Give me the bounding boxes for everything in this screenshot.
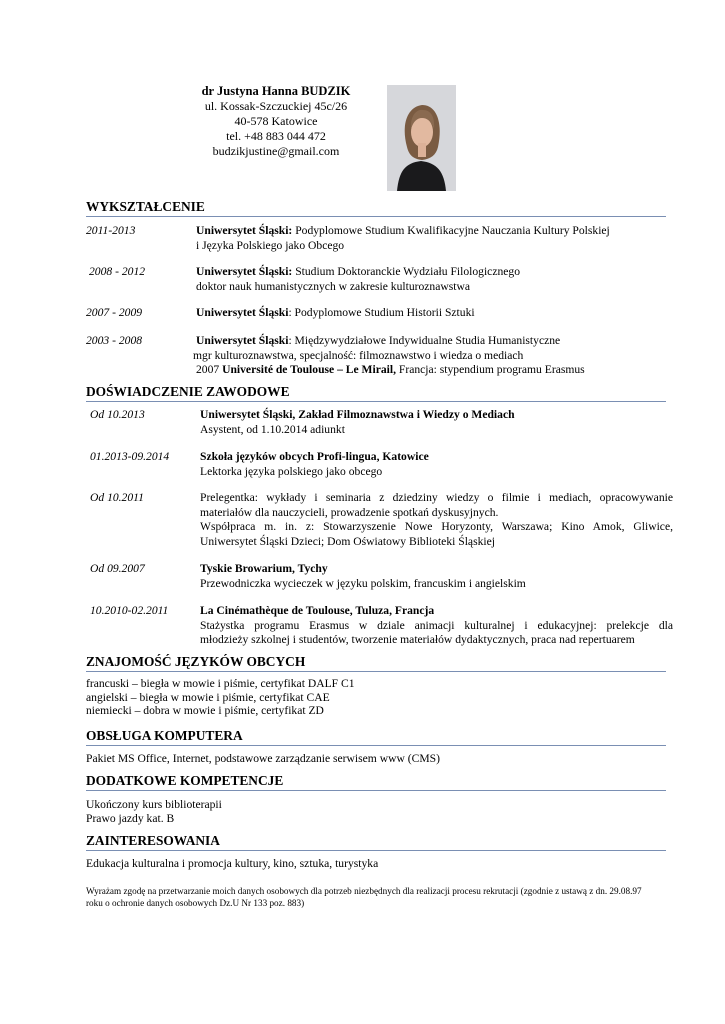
skill-item: Ukończony kurs biblioterapii [86,798,222,811]
skills-list [86,798,222,825]
section-heading-languages: ZNAJOMOŚĆ JĘZYKÓW OBCYCH [86,653,666,672]
experience-date: Od 10.2013 [90,408,145,421]
email-address: budzikjustine@gmail.com [212,144,340,158]
program-name: : Międzywydziałowe Indywidualne Studia Humanistyczne [288,334,561,347]
full-name: dr Justyna Hanna BUDZIK [201,84,351,98]
exchange-year: 2007 [196,363,223,376]
profile-photo [387,85,456,191]
institution-name: Uniwersytet Śląski [196,334,289,347]
experience-date: Od 09.2007 [90,562,145,575]
program-detail: i Języka Polskiego jako Obcego [196,238,345,252]
section-heading-experience: DOŚWIADCZENIE ZAWODOWE [86,383,666,402]
job-detail: materiałów dla nauczycieli, prowadzenie spotkań dyskusyjnych. [200,505,499,519]
experience-description [200,491,673,549]
section-heading-skills: DODATKOWE KOMPETENCJE [86,772,666,791]
job-detail: Lektorka języka polskiego jako obcego [200,464,383,478]
education-date: 2007 - 2009 [86,306,143,319]
job-detail: Stażystka programu Erasmus w dziale animacji kulturalnej i edukacyjnej: prelekcje dla [200,618,673,632]
address-line-2: 40-578 Katowice [234,114,318,128]
section-heading-computer: OBSŁUGA KOMPUTERA [86,727,666,746]
institution-name: Uniwersytet Śląski: [196,265,293,278]
skill-item: Prawo jazdy kat. B [86,811,175,825]
institution-name: Uniwersytet Śląski: [196,224,293,237]
program-name: : Podyplomowe Studium Historii Sztuki [288,306,475,319]
job-detail: Współpraca m. in. z: Stowarzyszenie Nowe Horyzonty, Warszawa; Kino Amok, Gliwice, [200,520,673,533]
education-description [193,334,585,378]
education-description [196,306,475,321]
education-description [196,265,520,294]
language-item: niemiecki – dobra w mowie i piśmie, certyfikat ZD [86,704,324,717]
employer-name: Szkoła języków obcych Profi-lingua, Katowice [200,450,429,463]
employer-name: Uniwersytet Śląski, Zakład Filmoznawstwa i Wiedzy o Mediach [200,408,515,421]
education-description [196,224,610,253]
section-heading-interests: ZAINTERESOWANIA [86,832,666,851]
section-heading-education: WYKSZTAŁCENIE [86,198,666,217]
experience-date: Od 10.2011 [90,491,144,504]
education-date: 2011-2013 [86,224,136,237]
interests-text: Edukacja kulturalna i promocja kultury, kino, sztuka, turystyka [86,857,379,870]
job-detail: Prelegentka: wykłady i seminaria z dziedziny wiedzy o filmie i mediach, opracowywanie [200,491,673,504]
experience-date: 01.2013-09.2014 [90,450,170,463]
language-item: francuski – biegła w mowie i piśmie, certyfikat DALF C1 [86,677,355,690]
institution-name: Uniwersytet Śląski [196,306,289,319]
language-item: angielski – biegła w mowie i piśmie, certyfikat CAE [86,690,330,704]
program-detail: doktor nauk humanistycznych w zakresie kulturoznawstwa [196,279,470,293]
program-name: Studium Doktoranckie Wydziału Filologicznego [292,265,520,278]
address-line-1: ul. Kossak-Szczuckiej 45c/26 [204,99,348,113]
program-detail: mgr kulturoznawstwa, specjalność: filmoznawstwo i wiedza o mediach [193,348,524,362]
education-date: 2008 - 2012 [89,265,146,278]
experience-description [200,450,668,479]
employer-name: Tyskie Browarium, Tychy [200,562,328,575]
exchange-detail: Francja: stypendium programu Erasmus [396,363,585,376]
experience-description [200,562,668,591]
experience-date: 10.2010-02.2011 [90,604,169,617]
job-detail: młodzieży szkolnej i studentów, tworzenie materiałów dydaktycznych, praca nad repertuarem [200,633,635,646]
exchange-institution: Université de Toulouse – Le Mirail, [222,363,396,376]
program-name: Podyplomowe Studium Kwalifikacyjne Nauczania Kultury Polskiej [292,224,610,237]
experience-description [200,604,673,648]
phone-number: tel. +48 883 044 472 [226,129,326,143]
experience-description [200,408,668,437]
job-detail: Przewodniczka wycieczek w języku polskim, francuskim i angielskim [200,576,526,590]
contact-header [180,84,372,159]
job-detail: Uniwersytet Śląski Dzieci; Dom Oświatowy Biblioteki Śląskiej [200,534,495,548]
education-date: 2003 - 2008 [86,334,143,347]
languages-list [86,677,355,718]
computer-skills: Pakiet MS Office, Internet, podstawowe zarządzanie serwisem www (CMS) [86,752,440,765]
job-detail: Asystent, od 1.10.2014 adiunkt [200,422,345,436]
data-processing-consent: Wyrażam zgodę na przetwarzanie moich danych osobowych dla potrzeb niezbędnych dla realizacji procesu rekrutacji (zgodnie z ustawą z dn. 29.08.97 roku o ochronie danych osobowych Dz.U Nr 133 poz. 883) [86,886,642,908]
employer-name: La Cinémathèque de Toulouse, Tuluza, Francja [200,604,435,617]
